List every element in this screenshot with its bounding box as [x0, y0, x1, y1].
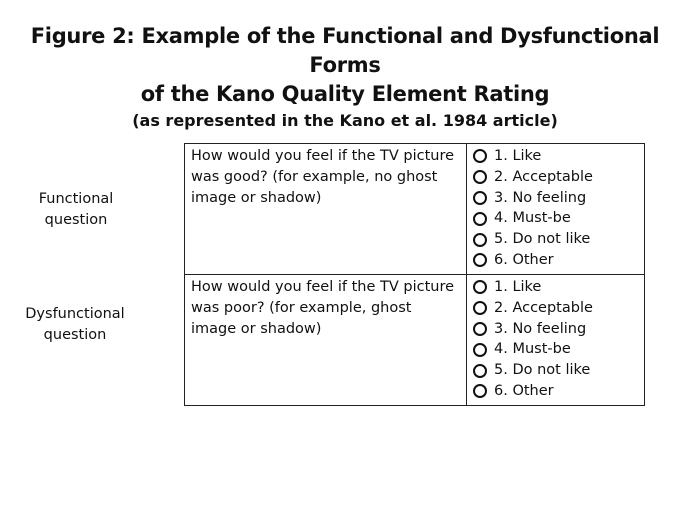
- option-label: 1. Like: [494, 148, 542, 164]
- option-label: 6. Other: [494, 382, 554, 399]
- radio-circle-icon[interactable]: [473, 233, 487, 247]
- radio-circle-icon[interactable]: [473, 191, 487, 205]
- radio-circle-icon[interactable]: [473, 253, 487, 267]
- functional-option-like[interactable]: [473, 146, 640, 167]
- option-label: 5. Do not like: [494, 231, 591, 248]
- dysfunctional-option-do-not-like[interactable]: [473, 360, 640, 381]
- dysfunctional-option-other[interactable]: [473, 381, 640, 402]
- radio-circle-icon[interactable]: [473, 343, 487, 357]
- kano-rating-table: [184, 143, 645, 406]
- radio-circle-icon[interactable]: [473, 212, 487, 226]
- option-label: 2. Acceptable: [494, 299, 593, 316]
- dysfunctional-option-must-be[interactable]: [473, 339, 640, 360]
- radio-circle-icon[interactable]: [473, 301, 487, 315]
- option-label: 5. Do not like: [494, 362, 591, 379]
- functional-label-line-2: question: [44, 212, 108, 228]
- option-label: 3. No feeling: [494, 189, 587, 206]
- radio-circle-icon[interactable]: [473, 280, 487, 294]
- radio-circle-icon[interactable]: [473, 364, 487, 378]
- functional-option-do-not-like[interactable]: [473, 229, 640, 250]
- functional-row: [185, 144, 645, 275]
- dysfunctional-question-label: [15, 304, 135, 346]
- dysfunctional-option-like[interactable]: [473, 277, 640, 298]
- option-label: 2. Acceptable: [494, 168, 593, 185]
- option-label: 4. Must-be: [494, 341, 571, 358]
- dysfunctional-label-line-2: question: [43, 327, 107, 343]
- radio-circle-icon[interactable]: [473, 384, 487, 398]
- dysfunctional-label-line-1: Dysfunctional: [25, 306, 125, 322]
- dysfunctional-option-acceptable[interactable]: [473, 298, 640, 319]
- radio-circle-icon[interactable]: [473, 149, 487, 163]
- functional-option-other[interactable]: [473, 250, 640, 271]
- functional-option-must-be[interactable]: [473, 208, 640, 229]
- functional-option-acceptable[interactable]: [473, 167, 640, 188]
- dysfunctional-row: [185, 275, 645, 406]
- functional-options-list: [473, 146, 640, 271]
- option-label: 3. No feeling: [494, 320, 587, 337]
- functional-question-text: How would you feel if the TV picture was good? (for example, no ghost image or shadow): [185, 144, 467, 275]
- functional-options-cell: [467, 144, 645, 275]
- figure-title-block: [0, 22, 690, 133]
- dysfunctional-option-no-feeling[interactable]: [473, 319, 640, 340]
- dysfunctional-question-text: How would you feel if the TV picture was poor? (for example, ghost image or shadow): [185, 275, 467, 406]
- figure-title-line-2: of the Kano Quality Element Rating: [140, 82, 550, 106]
- functional-option-no-feeling[interactable]: [473, 188, 640, 209]
- functional-label-line-1: Functional: [38, 191, 114, 207]
- option-label: 4. Must-be: [494, 210, 571, 227]
- option-label: 6. Other: [494, 251, 554, 268]
- option-label: 1. Like: [494, 279, 542, 295]
- dysfunctional-options-list: [473, 277, 640, 402]
- radio-circle-icon[interactable]: [473, 322, 487, 336]
- figure-title-line-1: Figure 2: Example of the Functional and Dysfunctional Forms: [30, 24, 660, 77]
- figure-subtitle: (as represented in the Kano et al. 1984 article): [132, 111, 558, 130]
- functional-question-label: [16, 189, 136, 231]
- radio-circle-icon[interactable]: [473, 170, 487, 184]
- dysfunctional-options-cell: [467, 275, 645, 406]
